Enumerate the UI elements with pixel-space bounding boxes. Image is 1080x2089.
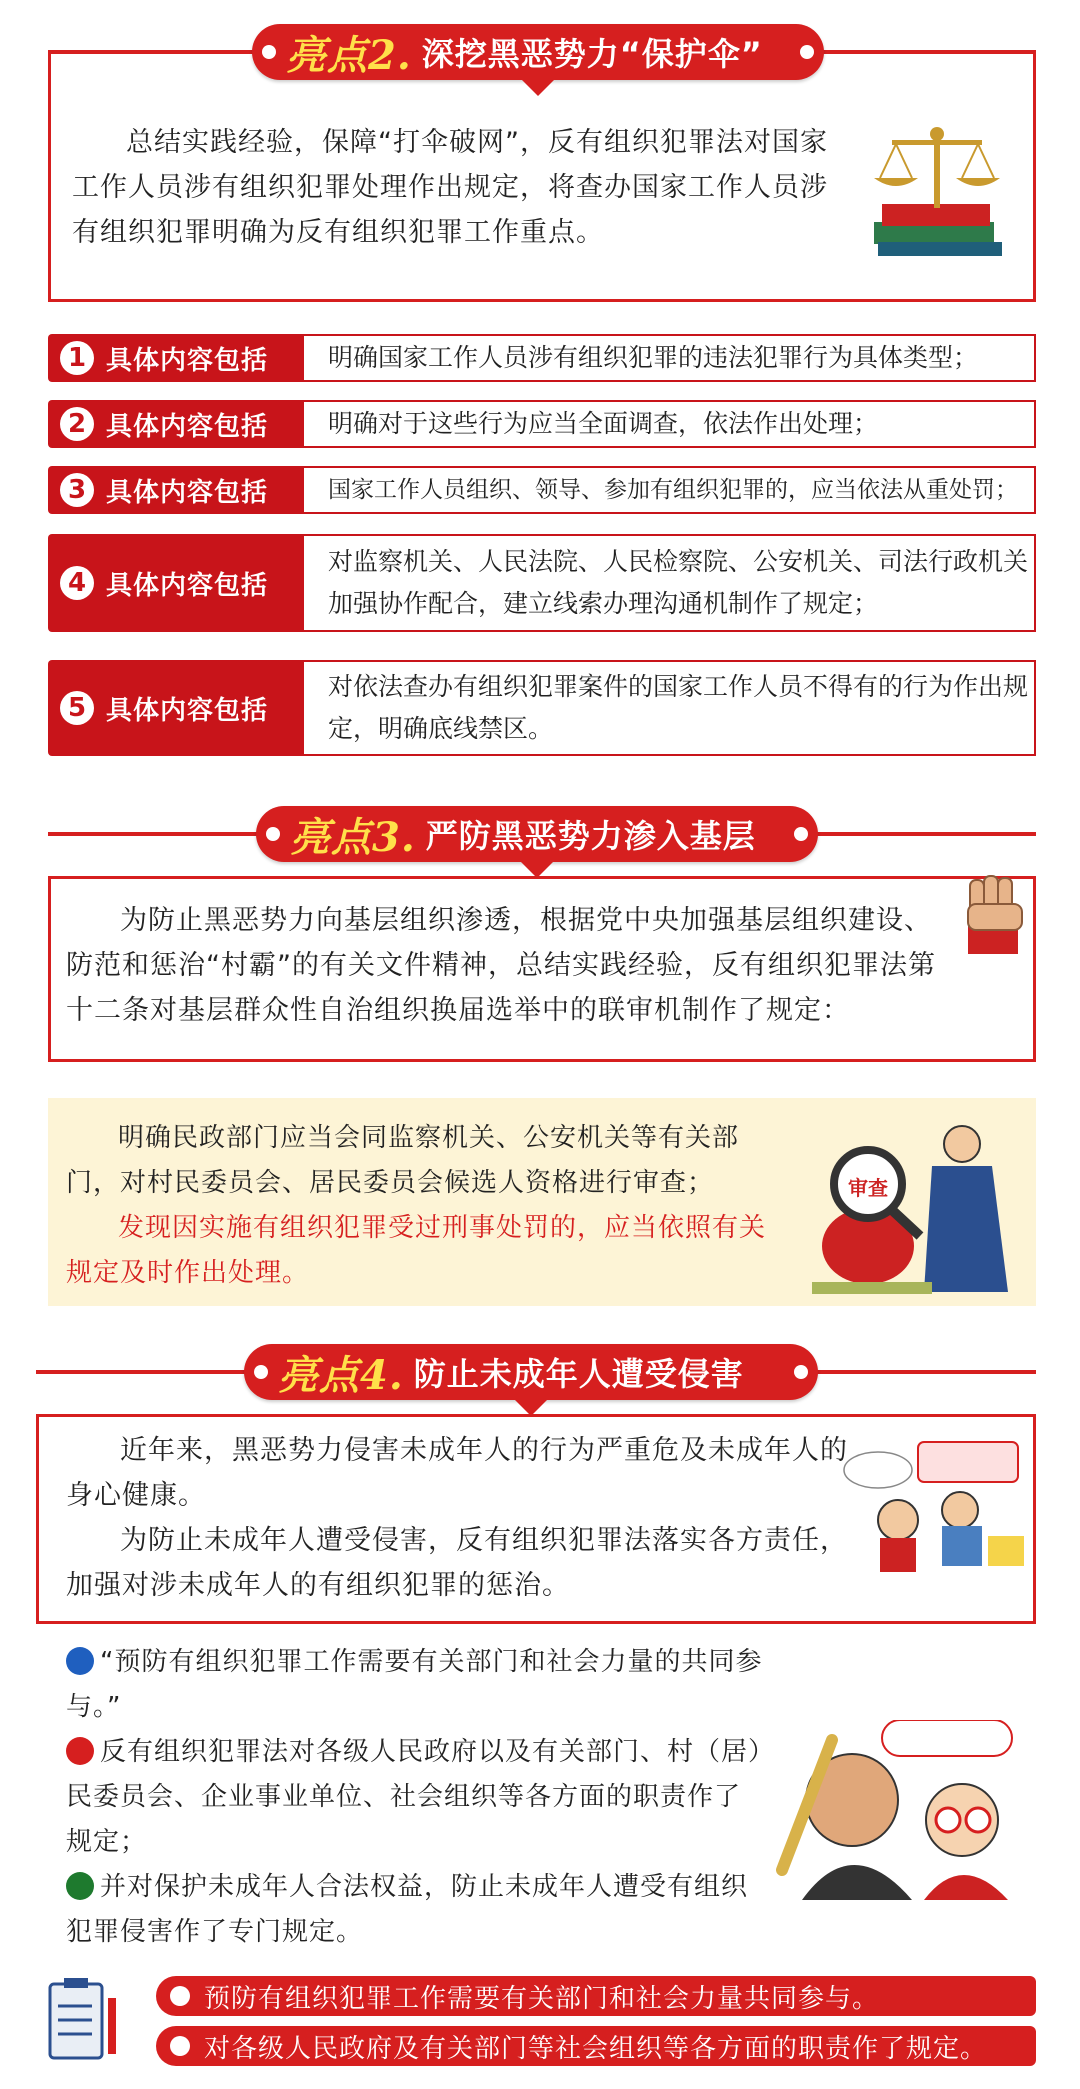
header-pointer xyxy=(521,862,553,878)
header-dot xyxy=(794,1365,808,1379)
bullet-item-3 xyxy=(66,1865,766,1955)
summary-bar-1 xyxy=(156,1976,1036,2016)
header-dot xyxy=(794,827,808,841)
header-dot xyxy=(800,45,814,59)
section4-body2: 为防止未成年人遭受侵害，反有组织犯罪法落实各方责任，加强对涉未成年人的有组织犯罪的惩治。 xyxy=(66,1525,848,1601)
section2-highlight: 亮点2. xyxy=(286,31,412,79)
item-label: 具体内容包括 xyxy=(106,570,269,601)
content-item-3 xyxy=(48,466,1036,514)
section4-body1: 近年来，黑恶势力侵害未成年人的行为严重危及未成年人的身心健康。 xyxy=(66,1435,848,1511)
scales-justice-icon xyxy=(852,118,1022,266)
section4-bullets xyxy=(66,1640,766,1955)
bullet-item-2 xyxy=(66,1730,766,1865)
inspector-illustration xyxy=(812,1118,1026,1302)
review-note-black: 明确民政部门应当会同监察机关、公安机关等有关部门，对村民委员会、居民委员会候选人资格进行审查； xyxy=(66,1123,740,1198)
section2-body xyxy=(72,120,842,255)
content-item-1 xyxy=(48,334,1036,382)
red-dot-icon xyxy=(66,1737,94,1765)
header-pointer xyxy=(522,80,554,96)
item-text: 明确国家工作人员涉有组织犯罪的违法犯罪行为具体类型； xyxy=(304,334,1036,382)
content-item-2 xyxy=(48,400,1036,448)
number-badge: 5 xyxy=(60,691,94,725)
content-item-5 xyxy=(48,660,1036,756)
item-label: 具体内容包括 xyxy=(106,345,269,376)
summary-bar-2 xyxy=(156,2026,1036,2066)
header-dot xyxy=(262,45,276,59)
section2-header xyxy=(252,24,824,80)
header-pointer xyxy=(515,1400,547,1416)
bar-dot xyxy=(170,2036,190,2056)
bullet-text: 反有组织犯罪法对各级人民政府以及有关部门、村（居）民委员会、企业事业单位、社会组织等各方面的职责作了规定； xyxy=(66,1737,763,1857)
item-label: 具体内容包括 xyxy=(106,411,269,442)
section4-title: 防止未成年人遭受侵害 xyxy=(413,1355,744,1393)
section3-title: 严防黑恶势力渗入基层 xyxy=(425,817,756,855)
bully-illustration xyxy=(772,1720,1028,1900)
section3-body-text: 为防止黑恶势力向基层组织渗透，根据党中央加强基层组织建设、防范和惩治“村霸”的有关文件精神，总结实践经验，反有组织犯罪法第十二条对基层群众性自治组织换届选举中的联审机制作了规定： xyxy=(66,905,936,1026)
number-badge: 3 xyxy=(60,473,94,507)
bullet-text: “预防有组织犯罪工作需要有关部门和社会力量的共同参与。” xyxy=(66,1647,763,1722)
item-text: 对监察机关、人民法院、人民检察院、公安机关、司法行政机关加强协作配合，建立线索办理沟通机制作了规定； xyxy=(304,534,1036,632)
section2-body-text: 总结实践经验，保障“打伞破网”，反有组织犯罪法对国家工作人员涉有组织犯罪处理作出规定，将查办国家工作人员涉有组织犯罪明确为反有组织犯罪工作重点。 xyxy=(72,127,828,248)
summary-text-2: 对各级人民政府及有关部门等社会组织等各方面的职责作了规定。 xyxy=(204,2033,988,2064)
number-badge: 2 xyxy=(60,407,94,441)
item-text: 国家工作人员组织、领导、参加有组织犯罪的，应当依法从重处罚； xyxy=(304,466,1036,514)
header-dot xyxy=(254,1365,268,1379)
bullet-text: 并对保护未成年人合法权益，防止未成年人遭受有组织犯罪侵害作了专门规定。 xyxy=(66,1872,749,1947)
section3-highlight: 亮点3. xyxy=(290,813,416,861)
section3-header xyxy=(256,806,818,862)
section4-header xyxy=(244,1344,818,1400)
bullet-item-1 xyxy=(66,1640,766,1730)
section3-body xyxy=(66,898,946,1033)
blue-dot-icon xyxy=(66,1647,94,1675)
clipboard-icon xyxy=(44,1976,124,2066)
review-note-red: 发现因实施有组织犯罪受过刑事处罚的，应当依照有关规定及时作出处理。 xyxy=(66,1213,767,1288)
number-badge: 4 xyxy=(60,566,94,600)
item-text: 明确对于这些行为应当全面调查，依法作出处理； xyxy=(304,400,1036,448)
review-note xyxy=(66,1116,790,1296)
fist-icon xyxy=(960,870,1030,954)
children-illustration xyxy=(838,1440,1028,1572)
item-label: 具体内容包括 xyxy=(106,695,269,726)
content-item-4 xyxy=(48,534,1036,632)
review-stamp: 审查 xyxy=(848,1176,888,1200)
item-label: 具体内容包括 xyxy=(106,477,269,508)
section4-highlight: 亮点4. xyxy=(278,1351,404,1399)
section4-body xyxy=(66,1428,866,1608)
number-badge: 1 xyxy=(60,341,94,375)
summary-text-1: 预防有组织犯罪工作需要有关部门和社会力量共同参与。 xyxy=(204,1983,880,2014)
header-dot xyxy=(266,827,280,841)
item-text: 对依法查办有组织犯罪案件的国家工作人员不得有的行为作出规定，明确底线禁区。 xyxy=(304,660,1036,756)
bar-dot xyxy=(170,1986,190,2006)
section2-title: 深挖黑恶势力“保护伞” xyxy=(421,35,763,73)
green-dot-icon xyxy=(66,1872,94,1900)
